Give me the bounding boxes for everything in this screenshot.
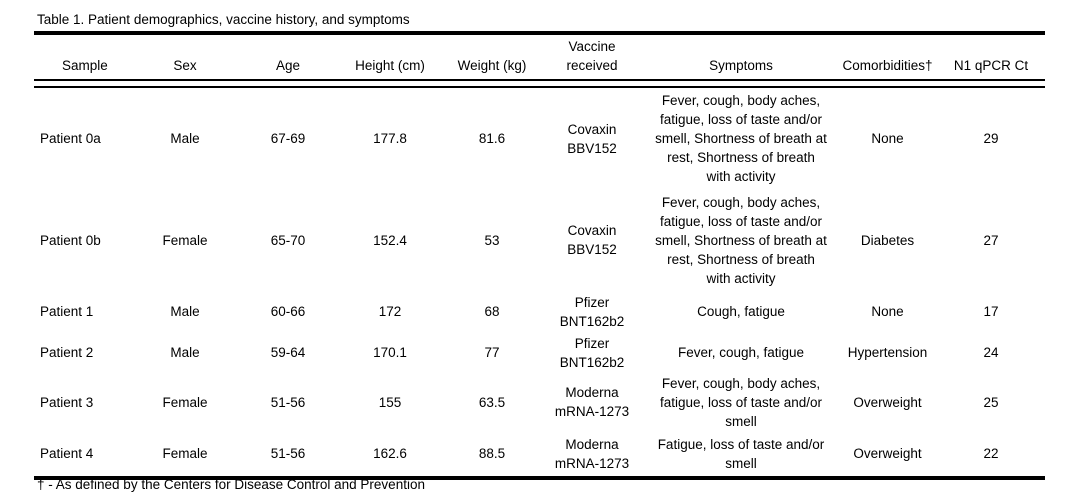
cell-line: with activity (706, 169, 776, 184)
table (34, 35, 1045, 476)
cell-line: rest, Shortness of breath (667, 150, 815, 165)
cell-line: Pfizer (574, 335, 610, 351)
cell-line: BNT162b2 (559, 313, 625, 329)
cell-weight: 53 (484, 232, 500, 248)
cell-line: BBV152 (567, 140, 617, 156)
cell-ct: 25 (983, 394, 999, 410)
cell-line: Covaxin (567, 121, 617, 137)
cell-line: Cough, fatigue (697, 304, 785, 319)
cell-comorbidities: Overweight (853, 394, 922, 410)
cell-line: mRNA-1273 (554, 455, 630, 471)
cell-age: 51-56 (270, 446, 306, 461)
header-label-line: Sample (62, 58, 108, 73)
cell-symptoms (644, 431, 838, 476)
cell-ct: 24 (983, 345, 999, 360)
patient-table (34, 31, 1045, 480)
table-row (34, 431, 1045, 476)
cell-sample: Patient 3 (40, 394, 94, 410)
cell-height: 172 (378, 304, 402, 319)
column-header-sex (130, 35, 240, 80)
header-label-line: Vaccine (568, 39, 616, 54)
table-row (34, 332, 1045, 373)
cell-line: smell (725, 455, 757, 471)
cell-vaccine (540, 431, 644, 476)
cell-sample: Patient 0a (40, 131, 101, 146)
cell-ct: 27 (983, 232, 999, 248)
cell-weight: 63.5 (478, 394, 506, 410)
table-row (34, 291, 1045, 332)
column-header-age (240, 35, 336, 80)
cell-sex: Female (162, 394, 208, 410)
cell-height: 177.8 (373, 131, 407, 146)
cell-line: fatigue, loss of taste and/or (659, 394, 823, 410)
cell-age: 51-56 (270, 394, 306, 410)
cell-vaccine (540, 332, 644, 373)
cell-line: with activity (706, 270, 776, 286)
table-caption: Table 1. Patient demographics, vaccine history, and symptoms (37, 12, 410, 27)
cell-comorbidities: None (871, 304, 904, 319)
cell-comorbidities: Hypertension (847, 345, 928, 360)
cell-symptoms (644, 373, 838, 431)
cell-line: fatigue, loss of taste and/or (659, 213, 823, 229)
cell-ct: 22 (983, 446, 999, 461)
header-label-line: received (566, 58, 618, 73)
cell-comorbidities: Diabetes (860, 232, 915, 248)
cell-weight: 77 (484, 345, 500, 360)
cell-ct: 17 (983, 304, 999, 319)
header-label-line: N1 qPCR Ct (953, 58, 1029, 73)
table-body (34, 80, 1045, 476)
cell-line: Fever, cough, body aches, (661, 93, 821, 108)
cell-line: smell, Shortness of breath at (655, 232, 827, 248)
column-header-ct (937, 35, 1045, 80)
cell-comorbidities: Overweight (853, 446, 922, 461)
header-label-line: Comorbidities† (842, 58, 933, 73)
cell-line: Fever, cough, body aches, (661, 375, 821, 391)
cell-sex: Female (162, 446, 208, 461)
column-header-weight (444, 35, 540, 80)
column-header-height (336, 35, 444, 80)
header-double-rule (34, 80, 1045, 87)
column-header-symptoms (644, 35, 838, 80)
header-label-line: Height (cm) (355, 58, 425, 73)
cell-sample: Patient 4 (40, 446, 94, 461)
header-row (34, 35, 1045, 80)
column-header-vaccine (540, 35, 644, 80)
cell-age: 65-70 (270, 232, 306, 248)
header-label-line: Weight (kg) (457, 58, 527, 73)
cell-weight: 88.5 (478, 446, 506, 461)
cell-line: mRNA-1273 (554, 404, 630, 419)
cell-line: BNT162b2 (559, 354, 625, 370)
column-header-sample (34, 35, 130, 80)
cell-age: 60-66 (270, 304, 306, 319)
cell-line: smell, Shortness of breath at (655, 131, 827, 146)
table-row (34, 87, 1045, 189)
cell-weight: 81.6 (478, 131, 506, 146)
cell-weight: 68 (484, 304, 500, 319)
cell-line: Covaxin (567, 223, 617, 238)
cell-line: rest, Shortness of breath (667, 251, 815, 267)
cell-vaccine (540, 291, 644, 332)
cell-sex: Female (162, 232, 208, 248)
cell-line: fatigue, loss of taste and/or (659, 112, 823, 127)
cell-line: Fatigue, loss of taste and/or (657, 436, 825, 452)
cell-line: Fever, cough, body aches, (661, 194, 821, 210)
cell-line: BBV152 (567, 242, 617, 257)
cell-comorbidities: None (871, 131, 904, 146)
cell-vaccine (540, 87, 644, 189)
cell-line: Pfizer (574, 294, 610, 310)
cell-symptoms (644, 291, 838, 332)
cell-symptoms (644, 189, 838, 291)
cell-height: 155 (378, 394, 402, 410)
cell-height: 162.6 (373, 446, 407, 461)
footnote: † - As defined by the Centers for Disease Control and Prevention (37, 477, 425, 492)
cell-line: smell (725, 413, 757, 429)
double-rule (34, 80, 1045, 87)
header-label-line: Symptoms (709, 58, 773, 73)
cell-line: Moderna (565, 385, 619, 400)
cell-symptoms (644, 332, 838, 373)
cell-line: Fever, cough, fatigue (677, 345, 805, 360)
cell-ct: 29 (983, 131, 999, 146)
cell-height: 170.1 (373, 345, 407, 360)
cell-vaccine (540, 189, 644, 291)
cell-height: 152.4 (373, 232, 407, 248)
cell-age: 59-64 (270, 345, 306, 360)
header-label-line: Sex (173, 58, 197, 73)
cell-sample: Patient 1 (40, 304, 94, 319)
cell-sex: Male (170, 131, 200, 146)
cell-sample: Patient 2 (40, 345, 94, 360)
cell-symptoms (644, 87, 838, 189)
cell-line: Moderna (565, 436, 619, 452)
table-row (34, 189, 1045, 291)
table-row (34, 373, 1045, 431)
cell-sex: Male (170, 304, 200, 319)
cell-sample: Patient 0b (40, 232, 101, 248)
header-label-line: Age (275, 58, 301, 73)
cell-sex: Male (170, 345, 200, 360)
cell-vaccine (540, 373, 644, 431)
cell-age: 67-69 (270, 131, 306, 146)
column-header-comorbidities (838, 35, 937, 80)
